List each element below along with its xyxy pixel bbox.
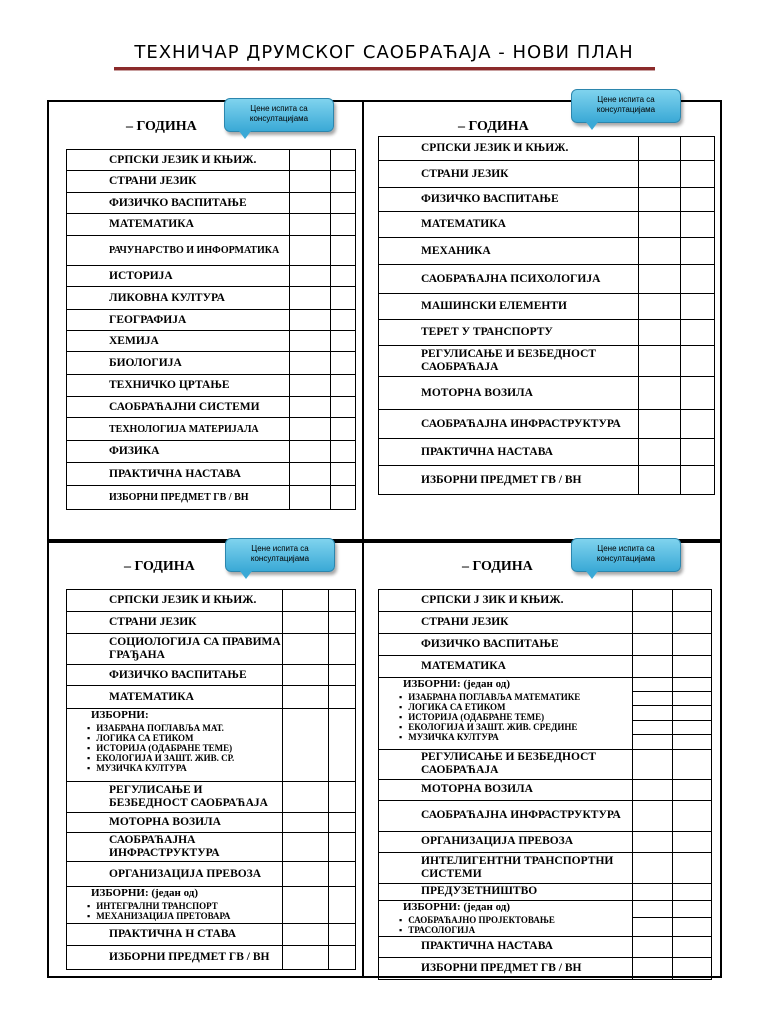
table-row [379, 410, 715, 439]
subjects-table-year-2 [378, 136, 715, 495]
price-cell[interactable] [283, 833, 329, 862]
subject-name: СРПСКИ Ј ЗИК И КЊИЖ. [379, 590, 633, 612]
grade-cell[interactable] [329, 924, 356, 946]
grade-cell[interactable] [673, 779, 712, 800]
grade-cell[interactable] [331, 214, 356, 236]
table-row [379, 779, 712, 800]
price-cell[interactable] [633, 883, 673, 900]
elective-option: ▪ ИНТЕГРАЛНИ ТРАНСПОРТ [87, 901, 282, 911]
price-cell[interactable] [633, 779, 673, 800]
grade-cell[interactable] [329, 709, 356, 782]
year-heading-1: – ГОДИНА [126, 119, 197, 134]
table-row [379, 590, 712, 612]
table-row [379, 377, 715, 410]
price-cell[interactable] [633, 900, 673, 936]
grade-cell[interactable] [331, 375, 356, 397]
subject-name: МОТОРНА ВОЗИЛА [379, 779, 633, 800]
price-cell[interactable] [290, 193, 331, 214]
grade-cell[interactable] [673, 749, 712, 779]
subject-name: СРПСКИ ЈЕЗИК И КЊИЖ. [67, 590, 283, 612]
table-row [67, 375, 356, 397]
price-callout-4[interactable]: Цене испита са консултацијама [571, 538, 681, 572]
table-row [67, 686, 356, 709]
subject-name: СОЦИОЛОГИЈА СА ПРАВИМА ГРАЂАНА [67, 634, 283, 665]
table-row [67, 463, 356, 486]
grade-cell[interactable] [673, 800, 712, 831]
elective-row [379, 678, 712, 750]
price-cell[interactable] [290, 441, 331, 463]
elective-option: ▪ ЛОГИКА СА ЕТИКОМ [399, 702, 632, 712]
grade-cell[interactable] [681, 294, 715, 320]
table-row [379, 656, 712, 678]
grade-cell[interactable] [681, 346, 715, 377]
price-cell[interactable] [283, 946, 329, 970]
subject-name: СТРАНИ ЈЕЗИК [67, 612, 283, 634]
subject-name: САОБРАЋАЈНА ИНФРАСТРУКТУРА [379, 800, 633, 831]
elective-option: ▪ ИЗАБРАНА ПОГЛАВЉА МАТ. [87, 723, 282, 733]
elective-option: ▪ ИСТОРИЈА (ОДАБРАНЕ ТЕМЕ) [399, 712, 632, 722]
price-cell[interactable] [290, 171, 331, 193]
subject-name: ИНТЕЛИГЕНТНИ ТРАНСПОРТНИ СИСТЕМИ [379, 852, 633, 883]
subject-name: ГЕОГРАФИЈА [67, 310, 290, 331]
price-cell[interactable] [290, 287, 331, 310]
table-row [67, 665, 356, 686]
grade-cell[interactable] [681, 320, 715, 346]
price-callout-3[interactable]: Цене испита са консултацијама [225, 538, 335, 572]
grade-cell[interactable] [329, 665, 356, 686]
subject-name: ИСТОРИЈА [67, 266, 290, 287]
subjects-table-year-1 [66, 149, 356, 510]
subject-name: ФИЗИЧКО ВАСПИТАЊЕ [67, 665, 283, 686]
grade-cell[interactable] [673, 852, 712, 883]
table-row [67, 150, 356, 171]
subject-name: РЕГУЛИСАЊЕ И БЕЗБЕДНОСТ САОБРАЋАЈА [67, 782, 283, 813]
grade-cell[interactable] [329, 686, 356, 709]
price-cell[interactable] [290, 418, 331, 441]
grade-cell[interactable] [681, 439, 715, 466]
price-callout-2[interactable]: Цене испита са консултацијама [571, 89, 681, 123]
grade-cell[interactable] [681, 137, 715, 161]
table-row [67, 486, 356, 510]
subjects-table-year-3 [66, 589, 356, 970]
table-row [379, 265, 715, 294]
table-row [67, 352, 356, 375]
subject-name: ОРГАНИЗАЦИЈА ПРЕВОЗА [67, 862, 283, 887]
elective-title: ИЗБОРНИ: (један од) [403, 900, 510, 913]
price-cell[interactable] [639, 466, 681, 495]
price-cell[interactable] [290, 236, 331, 266]
table-row [379, 800, 712, 831]
price-cell[interactable] [283, 665, 329, 686]
price-cell[interactable] [290, 214, 331, 236]
price-cell[interactable] [633, 749, 673, 779]
price-cell[interactable] [283, 612, 329, 634]
subject-name: ФИЗИЧКО ВАСПИТАЊЕ [67, 193, 290, 214]
subject-name: МЕХАНИКА [379, 238, 639, 265]
subject-name: СРПСКИ ЈЕЗИК И КЊИЖ. [379, 137, 639, 161]
subject-name: СТРАНИ ЈЕЗИК [379, 612, 633, 634]
subject-name: ИЗБОРНИ ПРЕДМЕТ ГВ / ВН [67, 486, 290, 510]
elective-options-list [387, 915, 632, 935]
year-heading-3: – ГОДИНА [124, 559, 195, 574]
elective-option: ▪ МУЗИЧКА КУЛТУРА [87, 763, 282, 773]
table-row [67, 441, 356, 463]
table-row [67, 782, 356, 813]
subject-name: ПРАКТИЧНА НАСТАВА [379, 439, 639, 466]
table-row [379, 238, 715, 265]
subject-name: ИЗБОРНИ ПРЕДМЕТ ГВ / ВН [379, 957, 633, 979]
price-cell[interactable] [290, 397, 331, 418]
price-cell[interactable] [633, 936, 673, 957]
price-cell[interactable] [639, 377, 681, 410]
document-title: ТЕХНИЧАР ДРУМСКОГ САОБРАЋАЈА - НОВИ ПЛАН [134, 42, 634, 63]
grade-cell[interactable] [331, 397, 356, 418]
subject-name: ЛИКОВНА КУЛТУРА [67, 287, 290, 310]
price-cell[interactable] [639, 161, 681, 188]
subject-name: ФИЗИЧКО ВАСПИТАЊЕ [379, 188, 639, 212]
subject-name: МАТЕМАТИКА [67, 214, 290, 236]
vertical-divider [362, 100, 364, 978]
subject-name: ИЗБОРНИ ПРЕДМЕТ ГВ / ВН [379, 466, 639, 495]
grade-cell[interactable] [673, 656, 712, 678]
subject-name: ОРГАНИЗАЦИЈА ПРЕВОЗА [379, 831, 633, 852]
price-cell[interactable] [639, 294, 681, 320]
price-cell[interactable] [290, 352, 331, 375]
grade-cell[interactable] [673, 900, 712, 936]
subject-name: МОТОРНА ВОЗИЛА [67, 813, 283, 833]
subject-name: СТРАНИ ЈЕЗИК [379, 161, 639, 188]
table-row [67, 331, 356, 352]
price-cell[interactable] [290, 486, 331, 510]
price-cell[interactable] [283, 924, 329, 946]
subject-name: РЕГУЛИСАЊЕ И БЕЗБЕДНОСТ САОБРАЋАЈА [379, 346, 639, 377]
elective-row [379, 900, 712, 936]
table-row [379, 612, 712, 634]
grade-cell[interactable] [331, 266, 356, 287]
subject-name: САОБРАЋАЈНИ СИСТЕМИ [67, 397, 290, 418]
table-row [67, 924, 356, 946]
grade-cell[interactable] [673, 590, 712, 612]
subject-name: РЕГУЛИСАЊЕ И БЕЗБЕДНОСТ САОБРАЋАЈА [379, 749, 633, 779]
table-row [379, 634, 712, 656]
price-cell[interactable] [633, 800, 673, 831]
price-cell[interactable] [639, 188, 681, 212]
grade-cell[interactable] [681, 265, 715, 294]
grade-cell[interactable] [331, 418, 356, 441]
grade-cell[interactable] [681, 466, 715, 495]
subject-name: РАЧУНАРСТВО И ИНФОРМАТИКА [67, 236, 290, 266]
price-cell[interactable] [633, 612, 673, 634]
subject-name: БИОЛОГИЈА [67, 352, 290, 375]
table-row [379, 212, 715, 238]
elective-title: ИЗБОРНИ: (један од) [403, 678, 510, 690]
elective-row [67, 887, 356, 924]
table-row [67, 193, 356, 214]
table-row [379, 161, 715, 188]
elective-group [67, 887, 283, 924]
price-cell[interactable] [283, 887, 329, 924]
price-cell[interactable] [633, 852, 673, 883]
year-heading-2: – ГОДИНА [458, 119, 529, 134]
grade-cell[interactable] [331, 486, 356, 510]
subject-name: ИЗБОРНИ ПРЕДМЕТ ГВ / ВН [67, 946, 283, 970]
grade-cell[interactable] [681, 161, 715, 188]
price-cell[interactable] [283, 686, 329, 709]
table-row [379, 957, 712, 979]
price-cell[interactable] [639, 439, 681, 466]
table-row [379, 749, 712, 779]
subject-name: ТЕХНИЧКО ЦРТАЊЕ [67, 375, 290, 397]
subject-name: ПРАКТИЧНА НАСТАВА [67, 463, 290, 486]
table-row [379, 852, 712, 883]
table-row [379, 936, 712, 957]
grade-cell[interactable] [329, 782, 356, 813]
grade-cell[interactable] [331, 352, 356, 375]
subject-name: СРПСКИ ЈЕЗИК И КЊИЖ. [67, 150, 290, 171]
price-cell[interactable] [290, 266, 331, 287]
price-cell[interactable] [639, 137, 681, 161]
table-row [379, 320, 715, 346]
price-cell[interactable] [639, 265, 681, 294]
table-row [379, 439, 715, 466]
elective-title: ИЗБОРНИ: (један од) [91, 887, 198, 899]
elective-options-list [75, 901, 282, 921]
table-row [67, 612, 356, 634]
table-row [379, 137, 715, 161]
grade-cell[interactable] [681, 410, 715, 439]
subject-name: МАШИНСКИ ЕЛЕМЕНТИ [379, 294, 639, 320]
price-cell[interactable] [639, 410, 681, 439]
grade-cell[interactable] [331, 193, 356, 214]
price-cell[interactable] [283, 634, 329, 665]
grade-cell[interactable] [331, 310, 356, 331]
grade-cell[interactable] [673, 883, 712, 900]
grade-cell[interactable] [331, 236, 356, 266]
subject-name: ПРАКТИЧНА НАСТАВА [379, 936, 633, 957]
price-cell[interactable] [290, 463, 331, 486]
table-row [67, 310, 356, 331]
price-cell[interactable] [639, 346, 681, 377]
grade-cell[interactable] [681, 188, 715, 212]
subject-name: СТРАНИ ЈЕЗИК [67, 171, 290, 193]
grade-cell[interactable] [329, 590, 356, 612]
grade-cell[interactable] [673, 612, 712, 634]
elective-option: ▪ ЕКОЛОГИЈА И ЗАШТ. ЖИВ. СР. [87, 753, 282, 763]
table-row [379, 466, 715, 495]
table-row [67, 397, 356, 418]
table-row [379, 346, 715, 377]
price-cell[interactable] [283, 782, 329, 813]
subject-name: ТЕРЕТ У ТРАНСПОРТУ [379, 320, 639, 346]
table-row [67, 236, 356, 266]
price-cell[interactable] [290, 375, 331, 397]
subject-name: МАТЕМАТИКА [379, 212, 639, 238]
price-cell[interactable] [283, 590, 329, 612]
subject-name: ПРАКТИЧНА Н СТАВА [67, 924, 283, 946]
elective-option: ▪ МЕХАНИЗАЦИЈА ПРЕТОВАРА [87, 911, 282, 921]
elective-option: ▪ ИСТОРИЈА (ОДАБРАНЕ ТЕМЕ) [87, 743, 282, 753]
price-callout-1[interactable]: Цене испита са консултацијама [224, 98, 334, 132]
price-cell[interactable] [633, 678, 673, 750]
title-underline [114, 67, 655, 71]
table-row [379, 883, 712, 900]
grade-cell[interactable] [681, 377, 715, 410]
grade-cell[interactable] [331, 331, 356, 352]
price-cell[interactable] [639, 212, 681, 238]
subject-name: САОБРАЋАЈНА ИНФРАСТРУКТУРА [379, 410, 639, 439]
elective-option: ▪ ЛОГИКА СА ЕТИКОМ [87, 733, 282, 743]
subject-name: ТЕХНОЛОГИЈА МАТЕРИЈАЛА [67, 418, 290, 441]
subject-name: ПРЕДУЗЕТНИШТВО [379, 883, 633, 900]
elective-group [67, 709, 283, 782]
grade-cell[interactable] [329, 946, 356, 970]
price-cell[interactable] [290, 150, 331, 171]
table-row [67, 418, 356, 441]
subject-name: САОБРАЋАЈНА ИНФРАСТРУКТУРА [67, 833, 283, 862]
elective-options-list [387, 692, 632, 742]
grade-cell[interactable] [329, 612, 356, 634]
elective-title: ИЗБОРНИ: [91, 709, 149, 721]
grade-cell[interactable] [673, 936, 712, 957]
grade-cell[interactable] [673, 831, 712, 852]
elective-option: ▪ МУЗИЧКА КУЛТУРА [399, 732, 632, 742]
table-row [67, 171, 356, 193]
elective-options-list [75, 723, 282, 773]
grade-cell[interactable] [331, 463, 356, 486]
subject-name: МОТОРНА ВОЗИЛА [379, 377, 639, 410]
grade-cell[interactable] [331, 441, 356, 463]
price-cell[interactable] [283, 862, 329, 887]
elective-option: ▪ ЕКОЛОГИЈА И ЗАШТ. ЖИВ. СРЕДИНЕ [399, 722, 632, 732]
table-row [379, 294, 715, 320]
price-cell[interactable] [633, 634, 673, 656]
price-cell[interactable] [290, 310, 331, 331]
table-row [379, 831, 712, 852]
elective-row [67, 709, 356, 782]
table-row [67, 266, 356, 287]
price-cell[interactable] [633, 831, 673, 852]
subject-name: МАТЕМАТИКА [67, 686, 283, 709]
grade-cell[interactable] [331, 171, 356, 193]
price-cell[interactable] [639, 238, 681, 265]
grade-cell[interactable] [673, 678, 712, 750]
table-row [67, 287, 356, 310]
subject-name: ФИЗИКА [67, 441, 290, 463]
price-cell[interactable] [639, 320, 681, 346]
grade-cell[interactable] [331, 150, 356, 171]
elective-group [379, 900, 633, 936]
grade-cell[interactable] [673, 634, 712, 656]
grade-cell[interactable] [329, 634, 356, 665]
price-cell[interactable] [290, 331, 331, 352]
elective-option: ▪ ТРАСОЛОГИЈА [399, 925, 632, 935]
elective-group [379, 678, 633, 750]
subject-name: САОБРАЋАЈНА ПСИХОЛОГИЈА [379, 265, 639, 294]
price-cell[interactable] [633, 590, 673, 612]
table-row [67, 813, 356, 833]
table-row [67, 862, 356, 887]
grade-cell[interactable] [673, 957, 712, 979]
grade-cell[interactable] [329, 833, 356, 862]
elective-option: ▪ САОБРАЋАЈНО ПРОЈЕКТОВАЊЕ [399, 915, 632, 925]
grade-cell[interactable] [681, 212, 715, 238]
subject-name: МАТЕМАТИКА [379, 656, 633, 678]
price-cell[interactable] [283, 709, 329, 782]
table-row [67, 833, 356, 862]
subject-name: ФИЗИЧКО ВАСПИТАЊЕ [379, 634, 633, 656]
grade-cell[interactable] [329, 887, 356, 924]
table-row [67, 214, 356, 236]
table-row [379, 188, 715, 212]
subjects-table-year-4 [378, 589, 712, 980]
table-row [67, 634, 356, 665]
price-cell[interactable] [283, 813, 329, 833]
elective-option: ▪ ИЗАБРАНА ПОГЛАВЉА МАТЕМАТИКЕ [399, 692, 632, 702]
subject-name: ХЕМИЈА [67, 331, 290, 352]
grade-cell[interactable] [329, 862, 356, 887]
price-cell[interactable] [633, 656, 673, 678]
price-cell[interactable] [633, 957, 673, 979]
grade-cell[interactable] [681, 238, 715, 265]
table-row [67, 946, 356, 970]
grade-cell[interactable] [331, 287, 356, 310]
year-heading-4: – ГОДИНА [462, 559, 533, 574]
table-row [67, 590, 356, 612]
grade-cell[interactable] [329, 813, 356, 833]
